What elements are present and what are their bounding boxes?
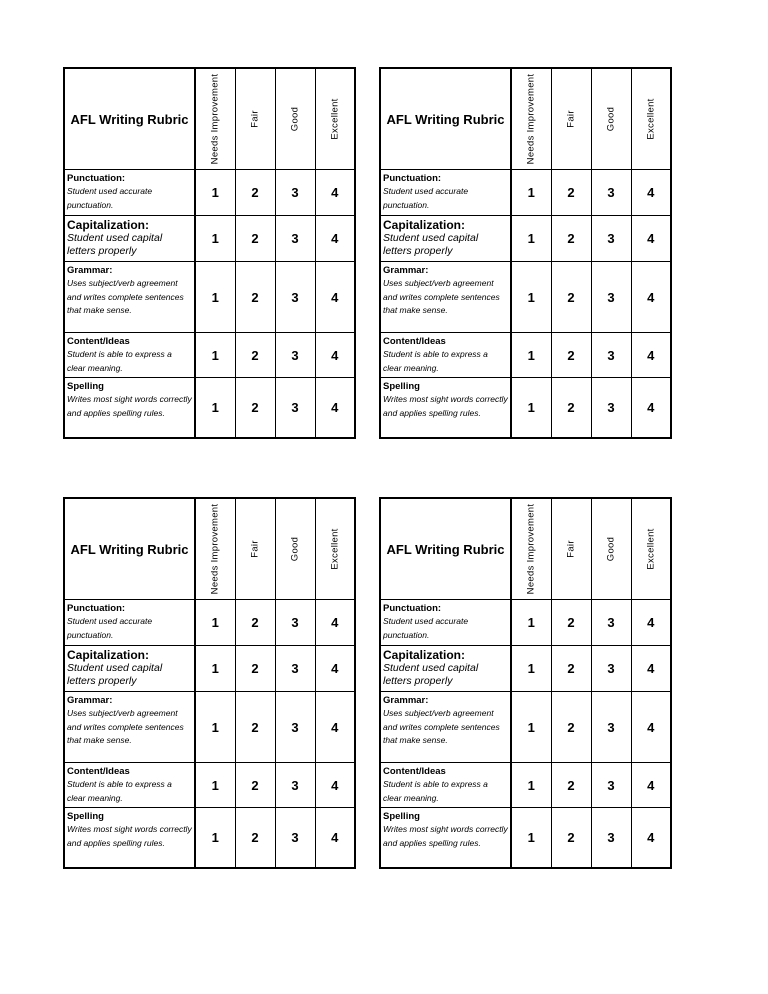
level-header xyxy=(631,498,671,600)
score-3: 3 xyxy=(275,333,315,378)
criterion-row xyxy=(64,216,355,262)
criterion-row xyxy=(380,692,671,763)
score-4: 4 xyxy=(315,763,355,808)
score-2: 2 xyxy=(551,646,591,692)
level-header xyxy=(315,498,355,600)
score-1: 1 xyxy=(195,808,235,868)
score-2: 2 xyxy=(551,692,591,763)
score-3: 3 xyxy=(275,808,315,868)
score-4: 4 xyxy=(315,646,355,692)
score-4: 4 xyxy=(631,262,671,333)
rubric-table xyxy=(63,497,356,869)
criterion-row xyxy=(64,692,355,763)
criterion-cell xyxy=(380,600,511,646)
score-1: 1 xyxy=(511,216,551,262)
criterion-row xyxy=(380,378,671,438)
score-3: 3 xyxy=(591,763,631,808)
score-1: 1 xyxy=(511,378,551,438)
criterion-description: Student is able to express a clear meaning. xyxy=(67,349,172,373)
criterion-name: Content/Ideas xyxy=(67,336,130,347)
level-header xyxy=(551,68,591,170)
rubric-table xyxy=(379,497,672,869)
level-label: Fair xyxy=(249,540,261,558)
criterion-description: Student is able to express a clear meaning. xyxy=(67,779,172,803)
level-label: Good xyxy=(289,536,301,562)
criterion-cell xyxy=(64,763,195,808)
criterion-description: Student used accurate punctuation. xyxy=(383,186,469,210)
criterion-name: Grammar: xyxy=(383,695,429,706)
score-2: 2 xyxy=(235,378,275,438)
level-header xyxy=(591,68,631,170)
criterion-name: Grammar: xyxy=(383,265,429,276)
criterion-row xyxy=(64,170,355,216)
score-2: 2 xyxy=(235,692,275,763)
criterion-name: Capitalization: xyxy=(383,218,466,232)
score-1: 1 xyxy=(195,170,235,216)
criterion-row xyxy=(64,763,355,808)
level-label: Good xyxy=(605,106,617,132)
rubric-table xyxy=(379,67,672,439)
criterion-description: Student used capital letters properly xyxy=(67,662,163,687)
score-4: 4 xyxy=(631,216,671,262)
score-1: 1 xyxy=(511,763,551,808)
score-3: 3 xyxy=(275,262,315,333)
score-2: 2 xyxy=(551,170,591,216)
criterion-row xyxy=(380,600,671,646)
criterion-description: Uses subject/verb agreement and writes complete sentences that make sense. xyxy=(67,708,184,745)
criterion-cell xyxy=(380,262,511,333)
criterion-cell xyxy=(64,646,195,692)
score-1: 1 xyxy=(511,808,551,868)
rubric-table xyxy=(63,67,356,439)
score-1: 1 xyxy=(511,600,551,646)
score-2: 2 xyxy=(235,600,275,646)
score-4: 4 xyxy=(631,378,671,438)
criterion-row xyxy=(64,333,355,378)
criterion-description: Uses subject/verb agreement and writes complete sentences that make sense. xyxy=(383,278,500,315)
score-4: 4 xyxy=(631,763,671,808)
score-1: 1 xyxy=(195,600,235,646)
score-3: 3 xyxy=(275,763,315,808)
score-3: 3 xyxy=(591,646,631,692)
criterion-cell xyxy=(64,216,195,262)
score-4: 4 xyxy=(631,600,671,646)
criterion-name: Grammar: xyxy=(67,265,113,276)
score-3: 3 xyxy=(591,333,631,378)
score-4: 4 xyxy=(315,692,355,763)
score-1: 1 xyxy=(195,646,235,692)
criterion-name: Grammar: xyxy=(67,695,113,706)
level-header xyxy=(511,498,551,600)
level-header xyxy=(511,68,551,170)
rubric-title: AFL Writing Rubric xyxy=(380,498,511,600)
level-header xyxy=(235,498,275,600)
criterion-name: Capitalization: xyxy=(67,218,150,232)
criterion-description: Student used accurate punctuation. xyxy=(67,186,153,210)
score-1: 1 xyxy=(511,262,551,333)
level-label: Needs Improvement xyxy=(209,503,221,595)
criterion-cell xyxy=(380,692,511,763)
criterion-description: Writes most sight words correctly and applies spelling rules. xyxy=(383,824,508,848)
level-header xyxy=(275,498,315,600)
level-header xyxy=(195,498,235,600)
score-2: 2 xyxy=(551,333,591,378)
level-label: Fair xyxy=(249,110,261,128)
score-4: 4 xyxy=(631,808,671,868)
criterion-name: Capitalization: xyxy=(383,648,466,662)
criterion-name: Content/Ideas xyxy=(383,766,446,777)
criterion-row xyxy=(380,216,671,262)
criterion-description: Student used accurate punctuation. xyxy=(383,616,469,640)
level-header xyxy=(195,68,235,170)
criterion-name: Punctuation: xyxy=(67,173,126,184)
score-4: 4 xyxy=(631,170,671,216)
criterion-name: Spelling xyxy=(383,811,420,822)
criterion-row xyxy=(64,600,355,646)
score-1: 1 xyxy=(195,216,235,262)
criterion-name: Spelling xyxy=(383,381,420,392)
score-2: 2 xyxy=(551,216,591,262)
criterion-cell xyxy=(380,763,511,808)
score-1: 1 xyxy=(195,378,235,438)
score-2: 2 xyxy=(235,763,275,808)
level-header xyxy=(591,498,631,600)
criterion-description: Uses subject/verb agreement and writes complete sentences that make sense. xyxy=(383,708,500,745)
criterion-name: Punctuation: xyxy=(67,603,126,614)
criterion-row xyxy=(64,808,355,868)
level-label: Needs Improvement xyxy=(525,73,537,165)
criterion-cell xyxy=(64,378,195,438)
score-2: 2 xyxy=(551,378,591,438)
score-1: 1 xyxy=(195,262,235,333)
criterion-row xyxy=(380,333,671,378)
criterion-description: Writes most sight words correctly and applies spelling rules. xyxy=(67,394,192,418)
criterion-description: Student is able to express a clear meaning. xyxy=(383,779,488,803)
criterion-description: Student used capital letters properly xyxy=(383,232,479,257)
score-2: 2 xyxy=(235,333,275,378)
rubric-title: AFL Writing Rubric xyxy=(380,68,511,170)
score-4: 4 xyxy=(315,600,355,646)
criterion-row xyxy=(64,262,355,333)
level-header xyxy=(235,68,275,170)
level-label: Fair xyxy=(565,110,577,128)
score-4: 4 xyxy=(315,262,355,333)
level-label: Excellent xyxy=(329,98,341,140)
criterion-description: Student used capital letters properly xyxy=(383,662,479,687)
criterion-description: Student is able to express a clear meaning. xyxy=(383,349,488,373)
level-header xyxy=(275,68,315,170)
score-4: 4 xyxy=(631,692,671,763)
rubric-title: AFL Writing Rubric xyxy=(64,68,195,170)
rubric-title: AFL Writing Rubric xyxy=(64,498,195,600)
score-3: 3 xyxy=(591,692,631,763)
criterion-description: Student used accurate punctuation. xyxy=(67,616,153,640)
criterion-cell xyxy=(380,333,511,378)
score-3: 3 xyxy=(275,692,315,763)
criterion-cell xyxy=(64,262,195,333)
score-3: 3 xyxy=(591,170,631,216)
score-3: 3 xyxy=(591,600,631,646)
criterion-description: Writes most sight words correctly and applies spelling rules. xyxy=(67,824,192,848)
score-3: 3 xyxy=(591,216,631,262)
level-label: Needs Improvement xyxy=(525,503,537,595)
criterion-row xyxy=(380,170,671,216)
score-4: 4 xyxy=(315,378,355,438)
criterion-cell xyxy=(380,378,511,438)
score-1: 1 xyxy=(511,170,551,216)
level-label: Good xyxy=(289,106,301,132)
level-label: Good xyxy=(605,536,617,562)
criterion-cell xyxy=(64,692,195,763)
level-header xyxy=(315,68,355,170)
score-3: 3 xyxy=(275,600,315,646)
level-label: Needs Improvement xyxy=(209,73,221,165)
level-label: Excellent xyxy=(645,528,657,570)
score-3: 3 xyxy=(275,378,315,438)
score-3: 3 xyxy=(275,646,315,692)
score-1: 1 xyxy=(195,763,235,808)
score-3: 3 xyxy=(275,170,315,216)
criterion-row xyxy=(380,646,671,692)
criterion-description: Uses subject/verb agreement and writes complete sentences that make sense. xyxy=(67,278,184,315)
score-1: 1 xyxy=(195,692,235,763)
score-2: 2 xyxy=(551,763,591,808)
score-4: 4 xyxy=(315,170,355,216)
criterion-cell xyxy=(380,646,511,692)
criterion-cell xyxy=(380,170,511,216)
score-2: 2 xyxy=(235,646,275,692)
level-header xyxy=(551,498,591,600)
score-4: 4 xyxy=(315,808,355,868)
level-label: Excellent xyxy=(645,98,657,140)
score-2: 2 xyxy=(551,600,591,646)
level-label: Fair xyxy=(565,540,577,558)
criterion-description: Student used capital letters properly xyxy=(67,232,163,257)
score-4: 4 xyxy=(631,333,671,378)
criterion-row xyxy=(380,763,671,808)
criterion-description: Writes most sight words correctly and applies spelling rules. xyxy=(383,394,508,418)
score-4: 4 xyxy=(315,216,355,262)
criterion-name: Punctuation: xyxy=(383,173,442,184)
criterion-row xyxy=(64,378,355,438)
score-1: 1 xyxy=(511,646,551,692)
criterion-cell xyxy=(380,808,511,868)
criterion-name: Spelling xyxy=(67,811,104,822)
score-3: 3 xyxy=(591,808,631,868)
criterion-row xyxy=(380,808,671,868)
score-4: 4 xyxy=(631,646,671,692)
criterion-cell xyxy=(380,216,511,262)
score-4: 4 xyxy=(315,333,355,378)
criterion-cell xyxy=(64,170,195,216)
score-2: 2 xyxy=(235,262,275,333)
criterion-row xyxy=(380,262,671,333)
score-2: 2 xyxy=(551,262,591,333)
criterion-cell xyxy=(64,600,195,646)
criterion-row xyxy=(64,646,355,692)
score-2: 2 xyxy=(235,170,275,216)
level-label: Excellent xyxy=(329,528,341,570)
criterion-name: Content/Ideas xyxy=(383,336,446,347)
criterion-name: Content/Ideas xyxy=(67,766,130,777)
criterion-name: Capitalization: xyxy=(67,648,150,662)
score-3: 3 xyxy=(591,378,631,438)
score-2: 2 xyxy=(235,216,275,262)
score-2: 2 xyxy=(551,808,591,868)
score-3: 3 xyxy=(591,262,631,333)
criterion-name: Punctuation: xyxy=(383,603,442,614)
criterion-name: Spelling xyxy=(67,381,104,392)
criterion-cell xyxy=(64,333,195,378)
score-2: 2 xyxy=(235,808,275,868)
score-1: 1 xyxy=(511,692,551,763)
level-header xyxy=(631,68,671,170)
score-1: 1 xyxy=(195,333,235,378)
score-3: 3 xyxy=(275,216,315,262)
criterion-cell xyxy=(64,808,195,868)
score-1: 1 xyxy=(511,333,551,378)
